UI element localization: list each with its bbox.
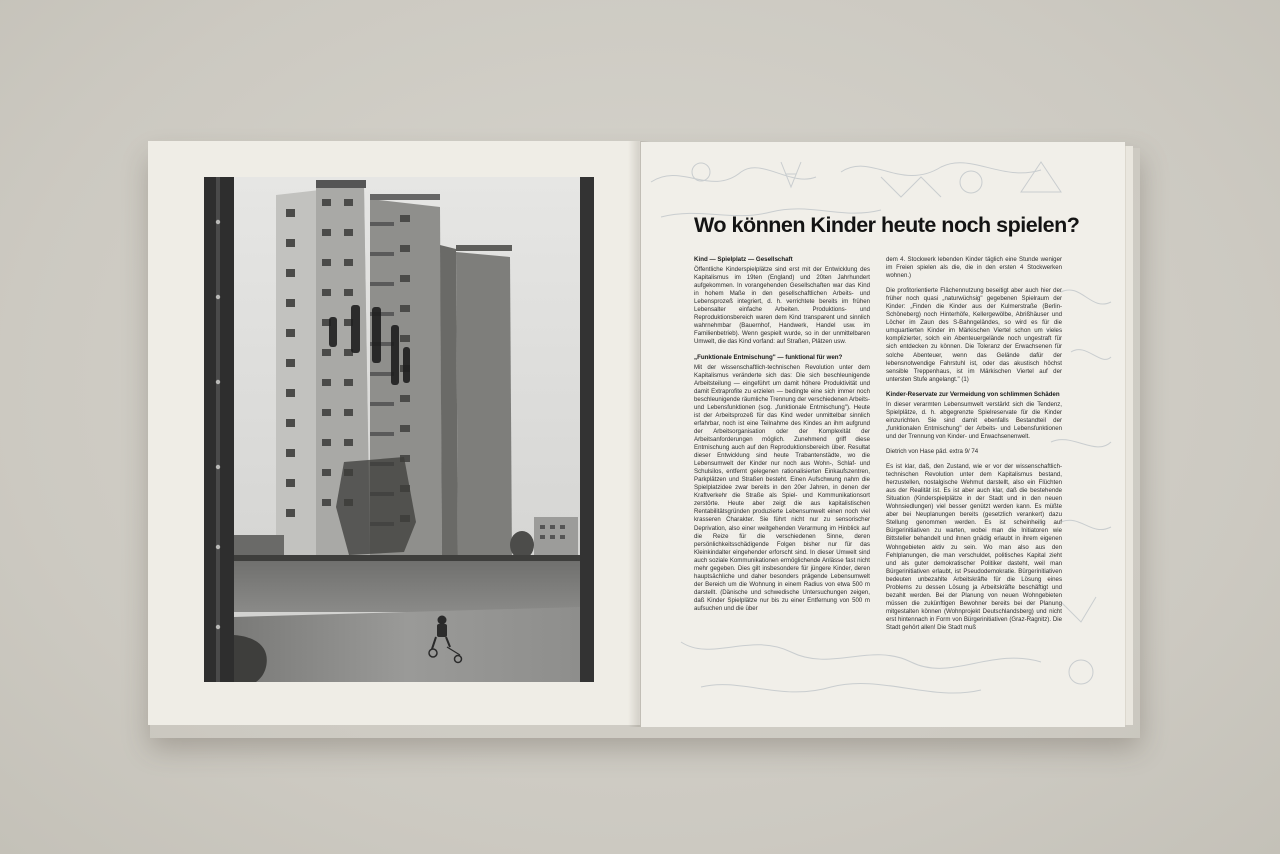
paragraph: Mit der wissenschaftlich-technischen Revolution unter dem Kapitalismus veränderte sich das: Die sich beschleunigende Arbeitsteilung — eingeführt um damit höhere Produktivität und damit Extraprofite zu erzielen — bedingte eine sich immer noch beschleunigende räumliche Trennung der verschiedenen Arbeits- und Lebensfunktionen (sog. „funktionale Entmischung"). Heute ist der Arbeitsprozeß für das Kind weder unmittelbar sinnlich erfahrbar, noch ist eine Teilnahme des Kindes an ihm aufgrund der Arbeitsorganisation oder der Komplexität der Arbeitsanforderungen möglich. Zunehmend griff diese Entmischung auch auf den Reproduktionsbereich über. Resultat dieser Entwicklung sind heute Trabantenstädte, wo die Lebensumwelt der Kinder nur noch aus Wohn-, Schlaf- und Schulsilos, entfernt gelegenen rationalisierten Einkaufszentren, Parkplätzen und Straßen besteht. Einen Aufschwung nahm die Spielplatzidee zwar bereits in den 20er Jahren, in denen der Kraftverkehr die Straße als Spiel- und Kommunikationsort zerstörte. Heute aber zeigt die aus kapitalistischen Rentabilitätsgründen produzierte Lebensumwelt einen noch viel krasseren Charakter. Sie führt nicht nur zu sensorischer Deprivation, also einer weitgehenden Verarmung im Hinblick auf die Reize für die verschiedenen Sinne, deren persönlichkeitsschädigende Folgen bisher nur für das Kleinkindalter eingehender erforscht sind. In dieser Umwelt sind auch soziale Kommunikationen ermöglichende Anlässe fast nicht mehr gegeben. Dies gilt insbesondere für jüngere Kinder, deren hauptsächliche und daher besonders prägende Lebensumwelt der Bereich um die Wohnung in einem Radius von etwa 500 m darstellt. (Dänische und schwedische Untersuchungen zeigen, daß Kinder Spielplätze nur bis zu einer Entfernung von 500 m aufsuchen und die über xyxy=(694,363,870,612)
paragraph: In dieser verarmten Lebensumwelt verstärkt sich die Tendenz, Spielplätze, d. h. abgegrenzte Spielreservate für die Kinder einzurichten. Sie sind damit ebenfalls Bestandteil der „funktionalen Entmischung" der Arbeits- und Lebensfunktionen und der Trennung von Kinder- und Erwachsenenwelt. xyxy=(886,400,1062,440)
section-heading-funktionale-entmischung: „Funktionale Entmischung" — funktional für wen? xyxy=(694,353,843,361)
section-heading-kinder-reservate: Kinder-Reservate zur Vermeidung von schlimmen Schäden xyxy=(886,390,1060,398)
author-signature: Dietrich von Hase päd. extra 9/ 74 xyxy=(886,447,979,455)
article-column-2 xyxy=(886,256,1062,666)
paragraph: Es ist klar, daß, den Zustand, wie er vor der wissenschaftlich-technischen Revolution unter dem Kapitalismus bestand, herzustellen, nostalgische Wehmut darstellt, also ein Flüchten aus der Realität ist. Es ist aber auch klar, daß die bestehende Situation (Kinderspielplätze in der Stadt und in den neuen Wohnsiedlungen) viel besser genützt werden kann. Es müßte aber bei Neuplanungen bereits (gesetzlich verankert) dazu Stellung genommen werden. Es ist scheinheilig auf Bürgerinitiativen zu warten, wobei man die Initiatoren wie Bittsteller behandelt und ihnen gnädig erlaubt in ihrem eigenen Wohngebieten aktiv zu sein. Wo man also aus den Fehlplanungen, die man verschuldet, politisches Kapital zieht und als guter demokratischer Politiker dasteht, weil man Bürgerinitiativen erlaubt, ist Pseudodemokratie. Bürgerinitiativen bedeuten unbezahlte Arbeitskräfte für die Lösung eines Problems zu dessen Lösung ja Arbeitskräfte beschäftigt und bezahlt werden. Bei der Planung von neuen Wohngebieten müssen die zukünftigen Bewohner bereits bei der Planung mitgestalten können (Wohnprojekt Deutschlandsberg) und nicht erst hintennach in Form von Bürgerinitiativen (Graz-Ragnitz). Die Stadt gehört allen! Die Stadt muß xyxy=(886,463,1062,631)
paragraph: Öffentliche Kinderspielplätze sind erst mit der Entwicklung des Kapitalismus im 19ten (England) und 20ten Jahrhundert aufgekommen. In vorangehenden Gesellschaften war das Kind in hohem Maße in den gesellschaftlichen Arbeits- und Lebensprozeß integriert, d. h. verrichtete bereits im frühen Lebensalter einfache Arbeiten. Produktions- und Reproduktionsbereich waren dem Kind transparent und sinnlich wahrnehmbar (Bauernhof, Handwerk, Handel usw. im Familienbetrieb). Wenn gespielt wurde, so in der unmittelbaren Umwelt, die das Kind vorfand: auf Straßen, Plätzen usw. xyxy=(694,266,870,346)
section-heading-kind-spielplatz: Kind — Spielplatz — Gesellschaft xyxy=(694,256,793,263)
paragraph: Die profitorientierte Flächennutzung beseitigt aber auch hier der früher noch quasi „naturwüchsig" gegebenen Spielraum der Kinder: „Finden die Kinder aus der Kulmerstraße (Berlin-Schöneberg) noch Hinterhöfe, Kellergewölbe, Abrißhäuser und Löcher im Zaun des S-Bahngeländes, so wird es für die umquartierten Kinder im Märkischen Viertel schon um vieles komplizierter, solch ein Abenteuergelände noch ungestraft für sich entdecken zu können. Die Toleranz der Erwachsenen für solche Abenteuer, wenn das Gelände dafür der lebensnotwendige Fahrstuhl ist, oder das akustisch höchst sensible Treppenhaus, ist im Märkischen Viertel auf der untersten Stufe angelangt." (1) xyxy=(886,287,1062,383)
paragraph: dem 4. Stockwerk lebenden Kinder täglich eine Stunde weniger im Freien spielen als die, die in den ersten 4 Stockwerken wohnen.) xyxy=(886,256,1062,280)
page-edge xyxy=(1125,146,1133,725)
photo-high-rise-with-child xyxy=(204,177,594,682)
article-column-1 xyxy=(694,256,870,666)
article-title: Wo können Kinder heute noch spielen? xyxy=(694,213,1080,237)
